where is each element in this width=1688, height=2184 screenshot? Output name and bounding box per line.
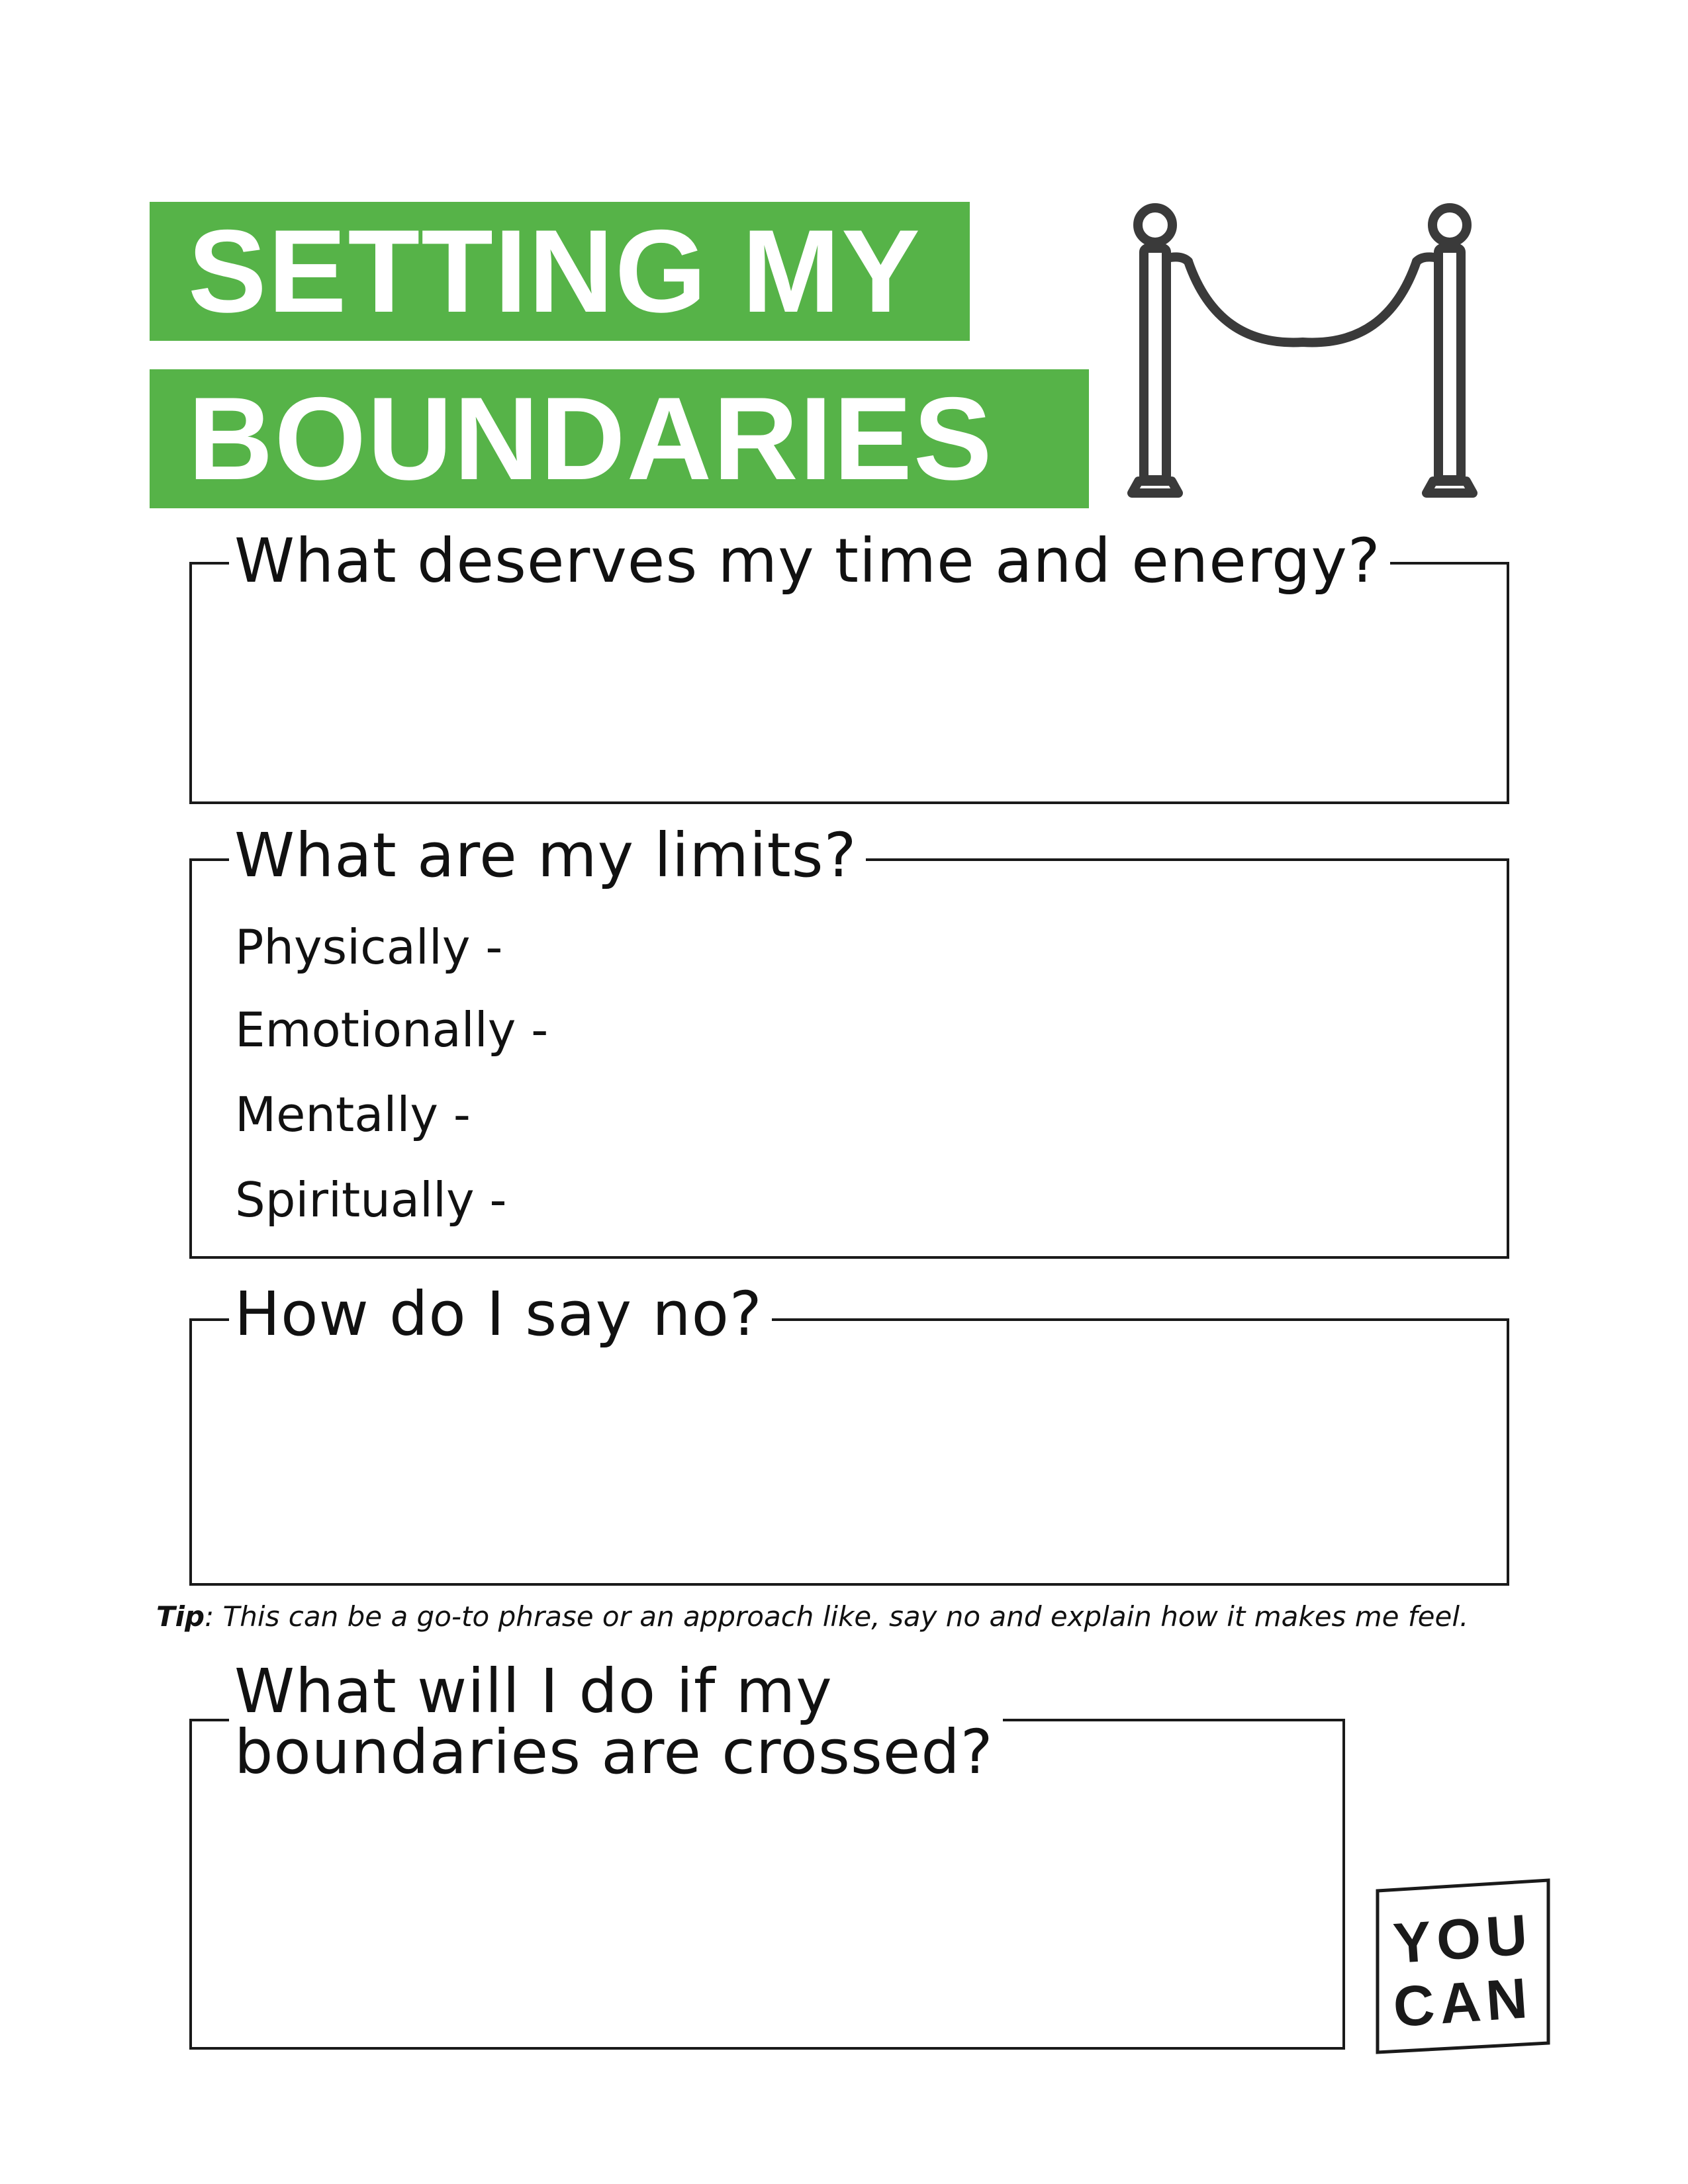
you-can-logo [1374, 1876, 1552, 2055]
title-text-2: BOUNDARIES [188, 373, 994, 504]
crossed-heading-line-1: What will I do if my [234, 1656, 833, 1727]
rope-stanchion-icon [1119, 195, 1489, 513]
title-text-1: SETTING MY [188, 205, 921, 337]
tip-text [156, 1600, 1468, 1633]
say-no-box[interactable] [189, 1318, 1509, 1586]
time-energy-box[interactable] [189, 562, 1509, 804]
limits-heading: What are my limits? [229, 824, 866, 888]
logo-text-you: YOU [1391, 1902, 1535, 1976]
limit-spiritually: Spiritually - [235, 1172, 507, 1228]
tip-label: Tip [156, 1600, 205, 1633]
logo-text-can: CAN [1391, 1966, 1535, 2040]
crossed-heading-line-2: boundaries are crossed? [234, 1717, 994, 1788]
say-no-heading: How do I say no? [229, 1283, 772, 1347]
limit-physically: Physically - [235, 919, 503, 975]
page-title-line-1 [150, 202, 970, 341]
limit-mentally: Mentally - [235, 1087, 471, 1142]
crossed-heading [229, 1656, 1003, 1788]
tip-body: : This can be a go-to phrase or an approach like, say no and explain how it makes me feel. [205, 1600, 1469, 1633]
limit-emotionally: Emotionally - [235, 1002, 549, 1058]
time-energy-heading: What deserves my time and energy? [229, 529, 1390, 594]
page-title-line-2 [150, 369, 1089, 508]
